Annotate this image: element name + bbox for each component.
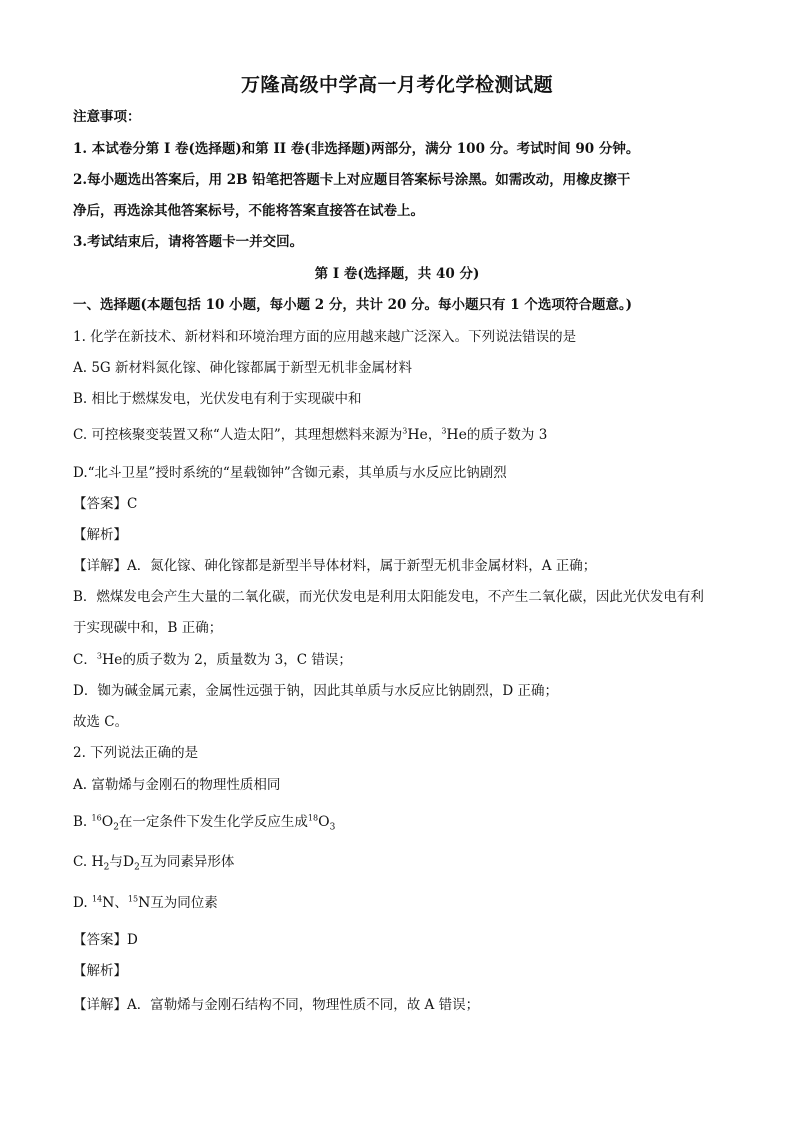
q2-detail-a: 【详解】A．富勒烯与金刚石结构不同，物理性质不同，故 A 错误； xyxy=(73,997,480,1013)
q2-option-b xyxy=(73,812,335,832)
q1-option-c-el1: He xyxy=(407,427,428,443)
q2-option-b-prefix: B. xyxy=(73,814,88,830)
q1-answer: 【答案】C xyxy=(73,496,138,512)
q1-option-c-mass2: 3 xyxy=(441,426,447,436)
q2-option-b-mid: 在一定条件下发生化学反应生成 xyxy=(118,814,308,830)
q1-option-d: D.“北斗卫星”授时系统的“星载铷钟”含铷元素，其单质与水反应比钠剧烈 xyxy=(73,465,507,481)
q1-detail-c-el: He xyxy=(101,652,123,668)
q2-option-c-f1: H xyxy=(91,854,104,870)
q1-detail-b2: 于实现碳中和，B 正确； xyxy=(73,620,223,636)
q2-option-c-sub1: 2 xyxy=(103,862,110,873)
q1-detail-d: D．铷为碱金属元素，金属性远强于钠，因此其单质与水反应比钠剧烈，D 正确； xyxy=(73,683,558,699)
q2-option-d xyxy=(73,893,218,913)
q2-option-b-mass1: 16 xyxy=(91,813,102,823)
q2-option-b-sub1: 2 xyxy=(113,822,119,833)
q1-option-c-el2: He xyxy=(446,427,467,443)
q2-option-d-el2: N xyxy=(138,895,151,911)
notice-item-3: 3.考试结束后，请将答题卡一并交回。 xyxy=(73,234,304,250)
q1-option-c-prefix: C. 可控核聚变装置又称“人造太阳”，其理想燃料来源为 xyxy=(73,427,403,443)
q1-conclusion: 故选 C。 xyxy=(73,714,129,730)
q1-option-c xyxy=(73,425,547,445)
q1-option-c-sep: ， xyxy=(427,427,442,443)
q1-detail-b1: B．燃煤发电会产生大量的二氧化碳，而光伏发电是利用太阳能发电，不产生二氧化碳，因此光伏发电有利 xyxy=(73,589,704,605)
q2-option-d-sep: 、 xyxy=(114,895,128,911)
q2-option-c-suffix: 互为同素异形体 xyxy=(139,854,235,870)
q2-option-d-suffix: 互为同位素 xyxy=(150,895,218,911)
q1-detail-a: 【详解】A．氮化镓、砷化镓都是新型半导体材料，属于新型无机非金属材料，A 正确； xyxy=(73,558,597,574)
q1-detail-c-prefix: C． xyxy=(73,652,97,668)
q2-option-c xyxy=(73,852,234,872)
q2-option-d-mass1: 14 xyxy=(91,894,103,904)
q1-stem: 1. 化学在新技术、新材料和环境治理方面的应用越来越广泛深入。下列说法错误的是 xyxy=(73,329,577,345)
notice-item-1: 1. 本试卷分第 I 卷(选择题)和第 II 卷(非选择题)两部分，满分 100 分。考试时间 90 分钟。 xyxy=(73,141,640,157)
q1-option-c-mass1: 3 xyxy=(402,426,408,436)
notice-heading: 注意事项： xyxy=(73,109,141,125)
q2-option-b-f1: O xyxy=(101,814,114,830)
q2-option-b-f2: O xyxy=(318,814,330,830)
notice-item-2b: 净后，再选涂其他答案标号，不能将答案直接答在试卷上。 xyxy=(73,203,424,219)
q1-detail-c-mass: 3 xyxy=(96,651,102,661)
q1-analysis-label: 【解析】 xyxy=(73,527,127,543)
q2-option-c-sub2: 2 xyxy=(134,862,140,873)
section-heading: 第 I 卷(选择题，共 40 分) xyxy=(314,266,480,282)
q1-option-a: A. 5G 新材料氮化镓、砷化镓都属于新型无机非金属材料 xyxy=(73,360,412,376)
q2-option-b-sub2: 3 xyxy=(329,822,336,833)
q1-detail-c xyxy=(73,650,352,670)
q2-option-c-prefix: C. xyxy=(73,854,88,870)
q2-stem: 2. 下列说法正确的是 xyxy=(73,745,199,761)
q2-option-c-f2: D xyxy=(122,854,135,870)
q2-analysis-label: 【解析】 xyxy=(73,963,127,979)
page-title: 万隆高级中学高一月考化学检测试题 xyxy=(240,74,553,96)
q1-detail-c-suffix: 的质子数为 2，质量数为 3，C 错误； xyxy=(122,652,352,668)
q2-option-d-mass2: 15 xyxy=(127,894,139,904)
q2-option-c-mid: 与 xyxy=(109,854,123,870)
q2-option-d-el1: N xyxy=(102,895,115,911)
q2-option-a: A. 富勒烯与金刚石的物理性质相同 xyxy=(73,777,281,793)
q2-answer: 【答案】D xyxy=(73,932,138,948)
q1-option-b: B. 相比于燃煤发电，光伏发电有利于实现碳中和 xyxy=(73,391,362,407)
notice-item-2a: 2.每小题选出答案后，用 2B 铅笔把答题卡上对应题目答案标号涂黑。如需改动，用橡皮擦干 xyxy=(73,172,631,188)
q2-option-d-prefix: D. xyxy=(73,895,88,911)
part-heading: 一、选择题(本题包括 10 小题，每小题 2 分，共计 20 分。每小题只有 1 个选项符合题意。) xyxy=(73,297,632,313)
q2-option-b-mass2: 18 xyxy=(307,813,319,823)
q1-option-c-suffix: 的质子数为 3 xyxy=(466,427,548,443)
